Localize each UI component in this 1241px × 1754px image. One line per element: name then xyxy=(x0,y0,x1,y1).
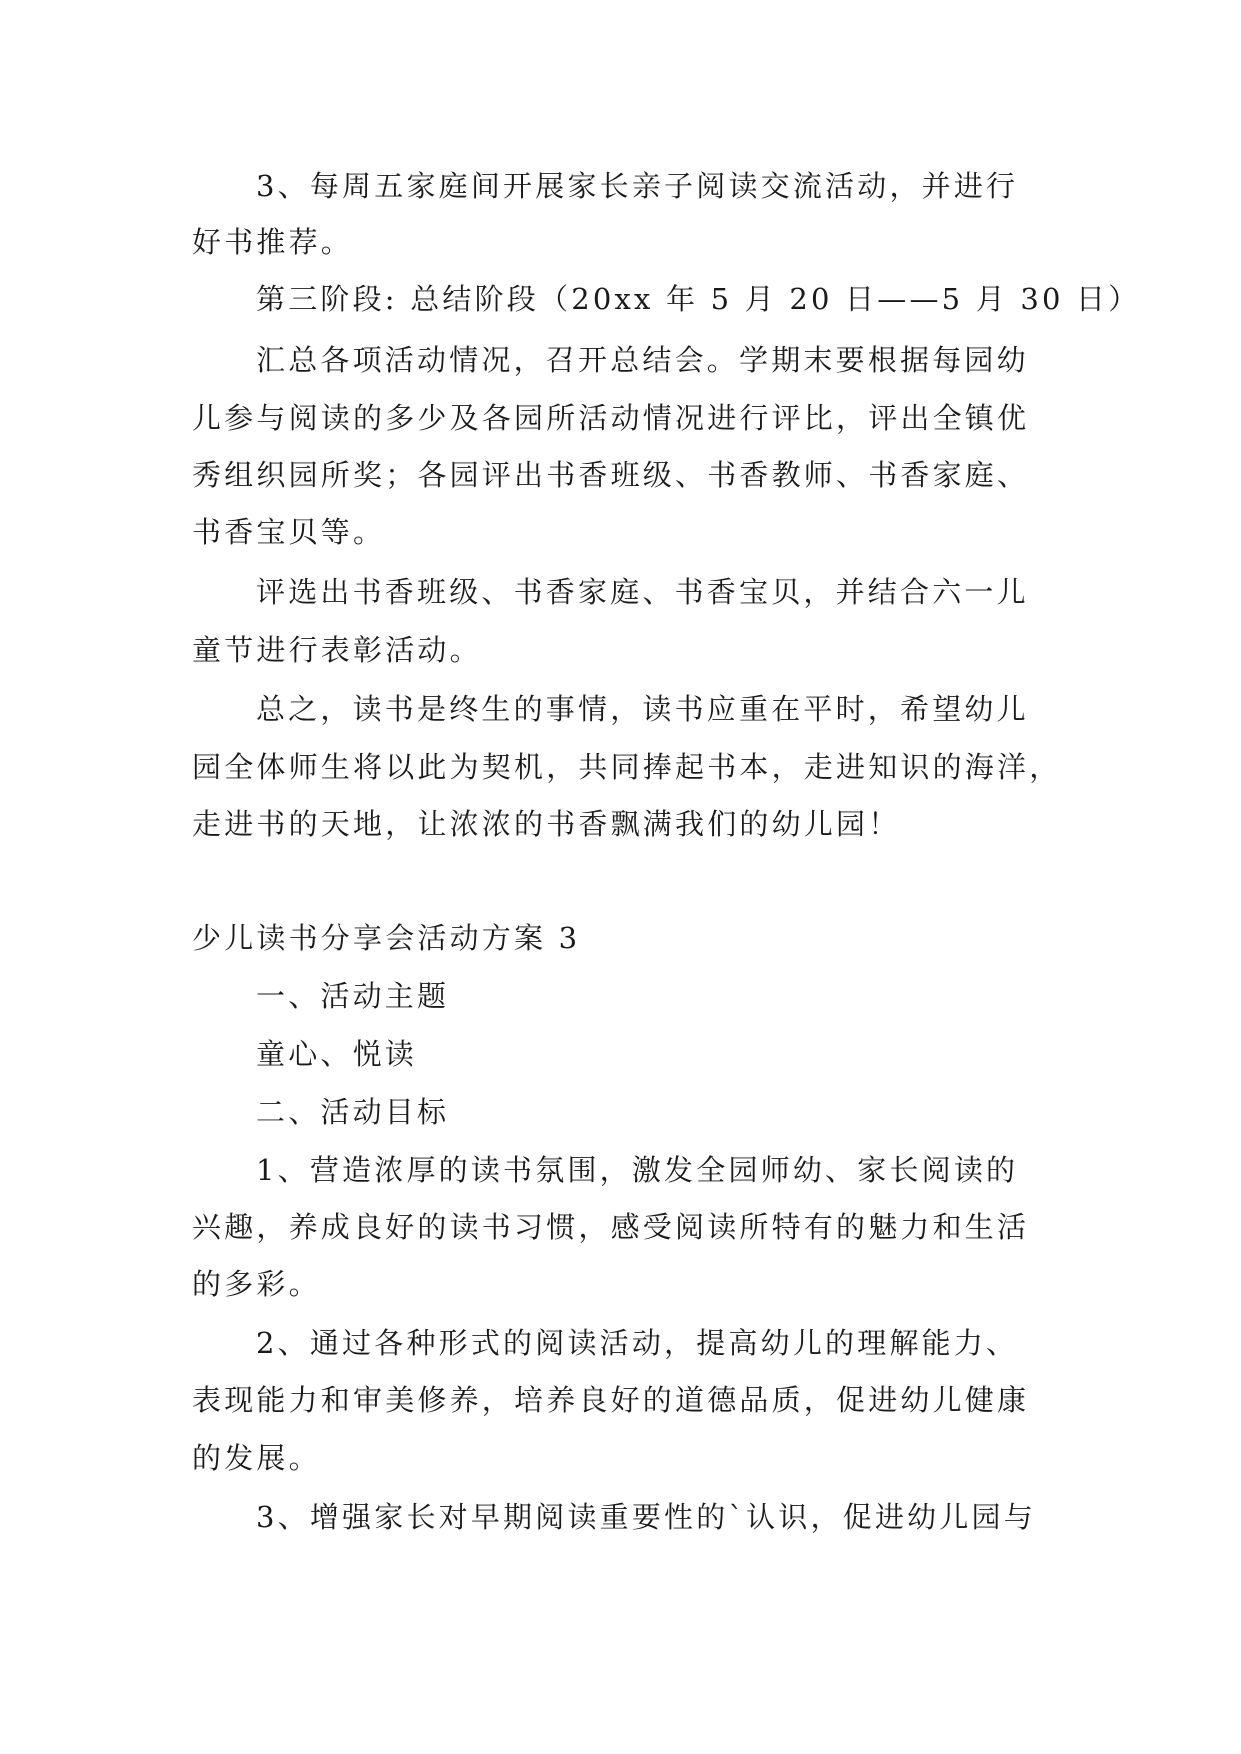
stage-heading: 第三阶段: 总结阶段（20xx 年 5 月 20 日——5 月 30 日） xyxy=(256,282,1141,316)
paragraph-line: 童心、悦读 xyxy=(256,1037,418,1071)
paragraph-line: 3、每周五家庭间开展家长亲子阅读交流活动，并进行 xyxy=(256,169,1019,203)
paragraph-line: 2、通过各种形式的阅读活动，提高幼儿的理解能力、 xyxy=(256,1326,1019,1360)
section-title: 少儿读书分享会活动方案 3 xyxy=(192,921,581,955)
paragraph-line: 书香宝贝等。 xyxy=(192,515,386,549)
paragraph-line: 3、增强家长对早期阅读重要性的`认识，促进幼儿园与 xyxy=(256,1500,1036,1534)
section-heading: 二、活动目标 xyxy=(256,1095,450,1129)
paragraph-line: 总之，读书是终生的事情，读书应重在平时，希望幼儿 xyxy=(256,692,1029,726)
paragraph-line: 的发展。 xyxy=(192,1441,321,1475)
paragraph-line: 园全体师生将以此为契机，共同捧起书本，走进知识的海洋， xyxy=(192,750,1062,784)
paragraph-line: 1、营造浓厚的读书氛围，激发全园师幼、家长阅读的 xyxy=(256,1153,1019,1187)
paragraph-line: 走进书的天地，让浓浓的书香飘满我们的幼儿园！ xyxy=(192,807,901,841)
paragraph-line: 兴趣，养成良好的读书习惯，感受阅读所特有的魅力和生活 xyxy=(192,1210,1030,1244)
paragraph-line: 的多彩。 xyxy=(192,1267,321,1301)
paragraph-line: 汇总各项活动情况，召开总结会。学期末要根据每园幼 xyxy=(256,343,1029,377)
section-heading: 一、活动主题 xyxy=(256,979,450,1013)
paragraph-line: 好书推荐。 xyxy=(192,225,354,259)
paragraph-line: 童节进行表彰活动。 xyxy=(192,633,482,667)
paragraph-line: 评选出书香班级、书香家庭、书香宝贝，并结合六一儿 xyxy=(256,575,1029,609)
paragraph-line: 秀组织园所奖；各园评出书香班级、书香教师、书香家庭、 xyxy=(192,458,1030,492)
paragraph-line: 儿参与阅读的多少及各园所活动情况进行评比，评出全镇优 xyxy=(192,401,1030,435)
paragraph-line: 表现能力和审美修养，培养良好的道德品质，促进幼儿健康 xyxy=(192,1383,1030,1417)
